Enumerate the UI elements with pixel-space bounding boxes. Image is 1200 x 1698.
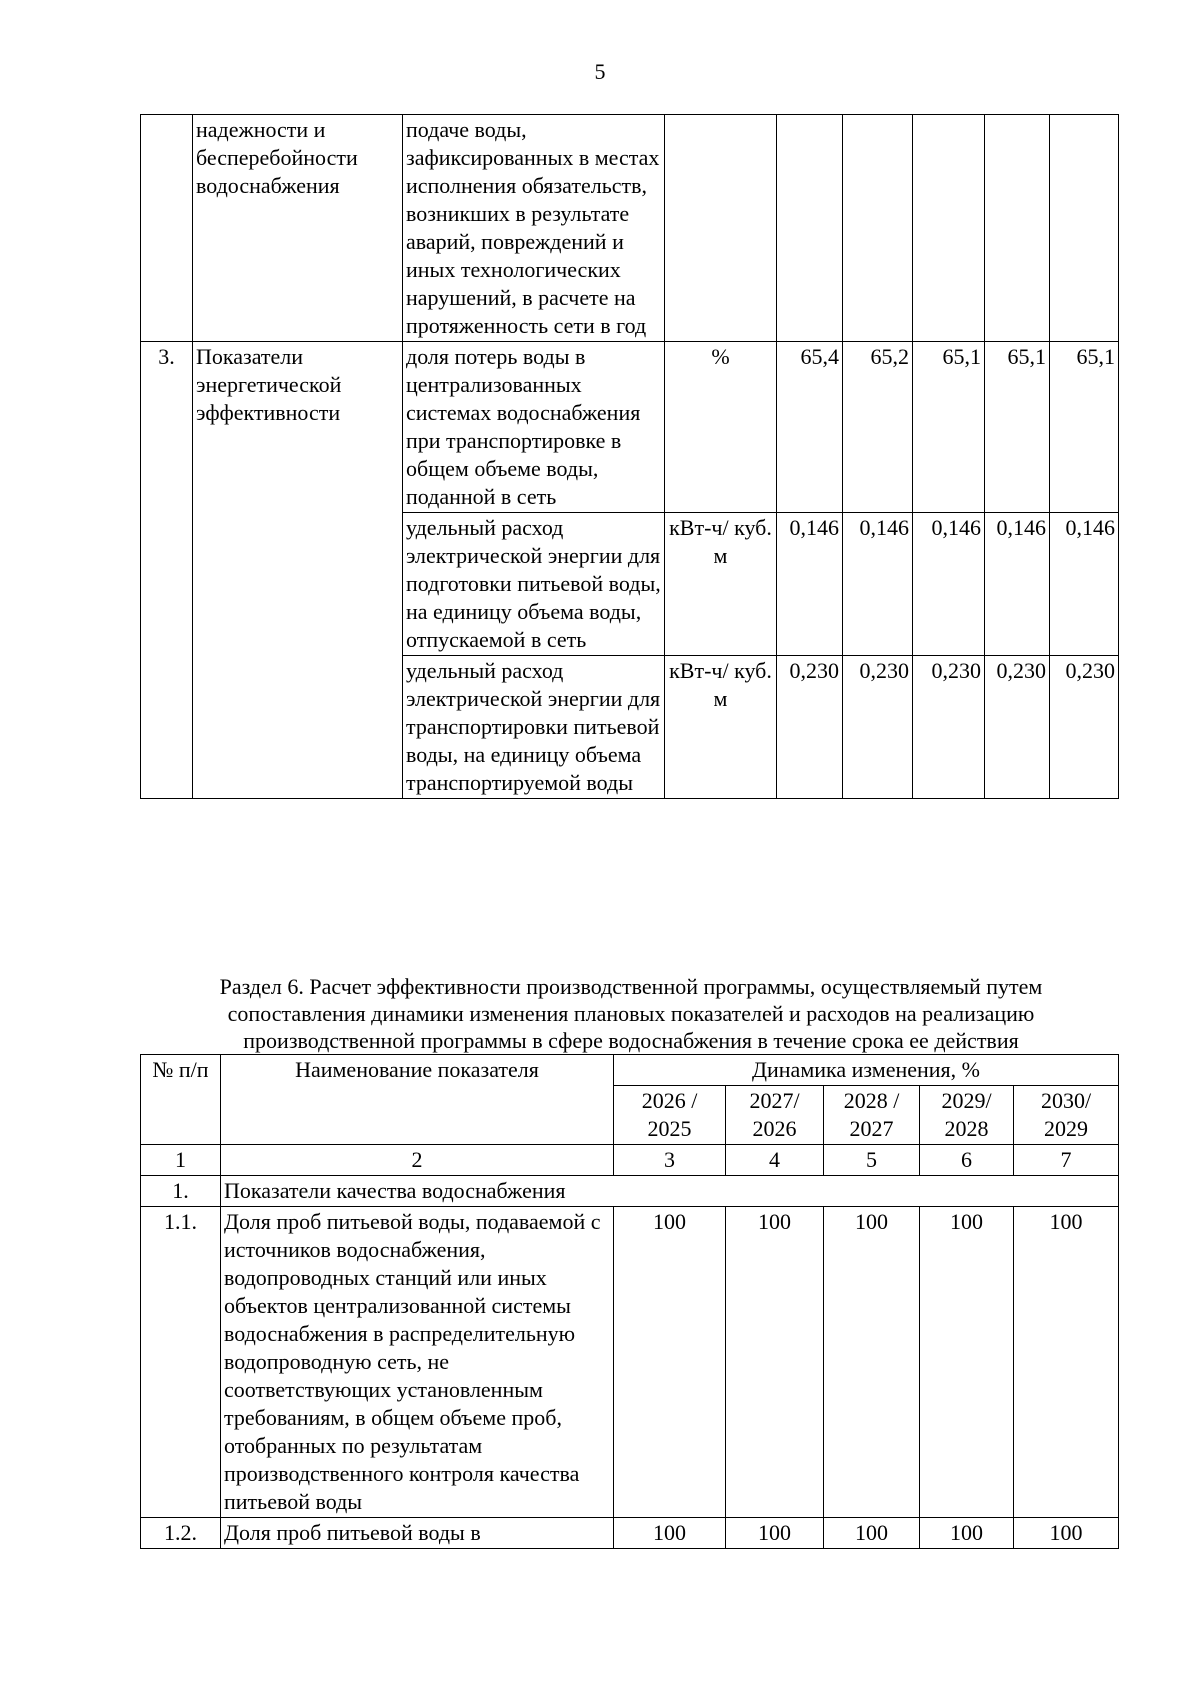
indicator-name-text: Доля проб питьевой воды в	[224, 1520, 481, 1545]
indicator-group: Показатели энергетической эффективности	[193, 342, 403, 799]
column-number: 1	[141, 1145, 221, 1176]
value-cell: 100	[1014, 1207, 1119, 1518]
value-cell: 100	[824, 1207, 920, 1518]
value-cell: 100	[614, 1518, 726, 1549]
value-cell	[777, 115, 843, 342]
row-number: 1.	[141, 1176, 221, 1207]
value-cell: 100	[726, 1207, 824, 1518]
column-number: 5	[824, 1145, 920, 1176]
table-row	[141, 115, 1119, 342]
header-name: Наименование показателя	[221, 1055, 614, 1145]
section-row	[141, 1176, 1119, 1207]
value-cell	[843, 115, 913, 342]
indicator-name: удельный расход электрической энергии для транспортировки питьевой воды, на единицу объема транспортируемой воды	[403, 656, 665, 799]
header-year: 2029/ 2028	[920, 1086, 1014, 1145]
table-row	[141, 342, 1119, 513]
row-number: 1.1.	[141, 1207, 221, 1518]
value-cell: 100	[920, 1207, 1014, 1518]
indicator-name	[221, 1518, 614, 1549]
indicator-name: доля потерь воды в централизованных системах водоснабжения при транспортировке в общем объеме воды, поданной в сеть	[403, 342, 665, 513]
value-cell: 0,230	[1050, 656, 1119, 799]
unit: кВт-ч/ куб. м	[665, 513, 777, 656]
value-cell: 65,1	[1050, 342, 1119, 513]
indicator-group: надежности и бесперебойности водоснабжения	[193, 115, 403, 342]
row-number: 1.2.	[141, 1518, 221, 1549]
indicators-table	[140, 114, 1119, 799]
value-cell: 100	[1014, 1518, 1119, 1549]
column-numbers-row	[141, 1145, 1119, 1176]
value-cell: 65,2	[843, 342, 913, 513]
column-number: 4	[726, 1145, 824, 1176]
indicator-name: удельный расход электрической энергии для подготовки питьевой воды, на единицу объема воды, отпускаемой в сеть	[403, 513, 665, 656]
column-number: 2	[221, 1145, 614, 1176]
page-number: 5	[594, 59, 606, 84]
indicator-name: подаче воды, зафиксированных в местах исполнения обязательств, возникших в результате аварий, повреждений и иных технологических нарушений, в расчете на протяженность сети в год	[403, 115, 665, 342]
section-name: Показатели качества водоснабжения	[221, 1176, 1119, 1207]
header-year: 2030/ 2029	[1014, 1086, 1119, 1145]
value-cell: 0,146	[913, 513, 985, 656]
row-number	[141, 115, 193, 342]
table-row	[141, 1518, 1119, 1549]
table-row	[141, 1207, 1119, 1518]
value-cell	[1050, 115, 1119, 342]
value-cell: 65,4	[777, 342, 843, 513]
row-number: 3.	[141, 342, 193, 799]
header-year: 2028 / 2027	[824, 1086, 920, 1145]
value-cell	[913, 115, 985, 342]
value-cell: 0,230	[985, 656, 1050, 799]
value-cell: 100	[614, 1207, 726, 1518]
value-cell: 65,1	[985, 342, 1050, 513]
column-number: 7	[1014, 1145, 1119, 1176]
value-cell: 0,146	[843, 513, 913, 656]
value-cell: 65,1	[913, 342, 985, 513]
unit: кВт-ч/ куб. м	[665, 656, 777, 799]
section-6-title: Раздел 6. Расчет эффективности производственной программы, осуществляемый путем сопоставления динамики изменения плановых показателей и расходов на реализацию производственной программы в сфере водоснабжения в течение срока ее действия	[219, 974, 1043, 1053]
header-dynamics: Динамика изменения, %	[614, 1055, 1119, 1086]
header-year: 2027/ 2026	[726, 1086, 824, 1145]
value-cell: 0,146	[1050, 513, 1119, 656]
value-cell: 0,230	[913, 656, 985, 799]
indicator-name: Доля проб питьевой воды, подаваемой с источников водоснабжения, водопроводных станций или иных объектов централизованной системы водоснабжения в распределительную водопроводную сеть, не соответствующих установленным требованиям, в общем объеме проб, отобранных по результатам производственного контроля качества питьевой воды	[221, 1207, 614, 1518]
value-cell: 0,230	[843, 656, 913, 799]
header-year: 2026 / 2025	[614, 1086, 726, 1145]
unit	[665, 115, 777, 342]
column-number: 3	[614, 1145, 726, 1176]
value-cell: 0,146	[777, 513, 843, 656]
column-number: 6	[920, 1145, 1014, 1176]
value-cell: 100	[824, 1518, 920, 1549]
value-cell: 100	[920, 1518, 1014, 1549]
header-number: № п/п	[141, 1055, 221, 1145]
value-cell: 0,146	[985, 513, 1050, 656]
value-cell	[985, 115, 1050, 342]
header-row	[141, 1055, 1119, 1086]
unit: %	[665, 342, 777, 513]
value-cell: 0,230	[777, 656, 843, 799]
efficiency-table	[140, 1054, 1119, 1549]
value-cell: 100	[726, 1518, 824, 1549]
